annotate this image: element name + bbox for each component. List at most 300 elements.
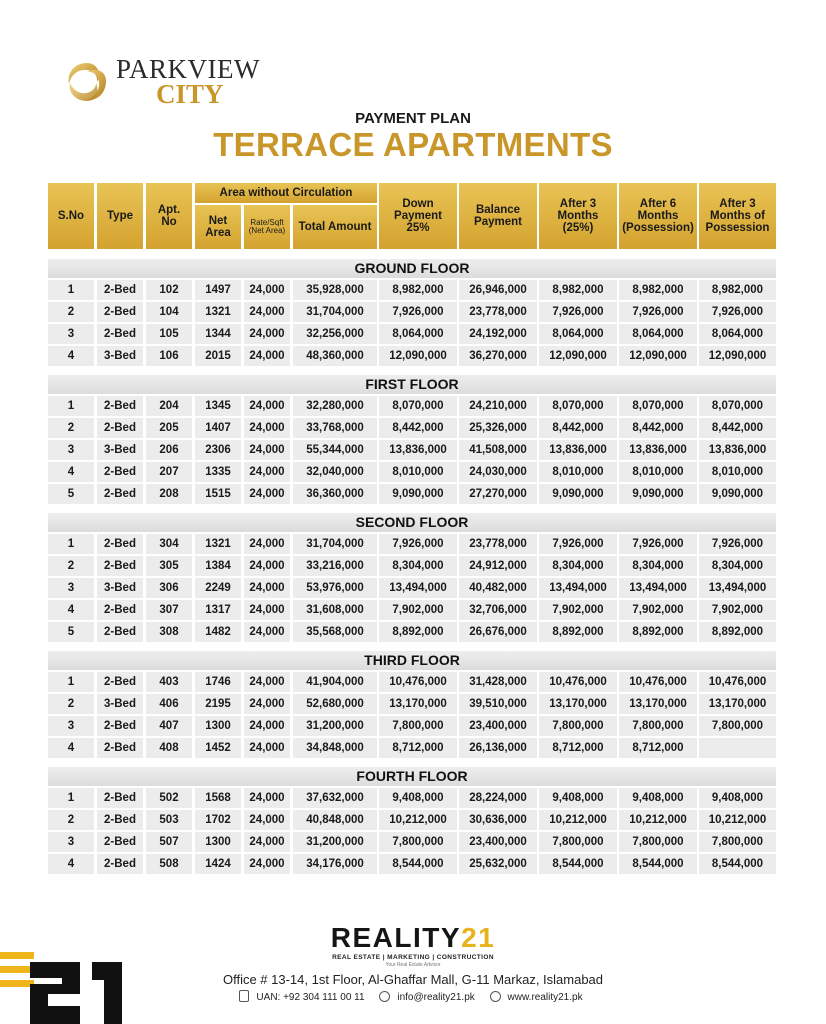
cell-type: 2-Bed [97, 534, 143, 554]
cell-total-amount: 52,680,000 [293, 694, 377, 714]
cell-after-3-months-possession: 13,836,000 [699, 440, 776, 460]
cell-net-area: 1497 [195, 280, 241, 300]
cell-total-amount: 41,904,000 [293, 672, 377, 692]
col-after3: After 3 Months (25%) [539, 183, 617, 249]
cell-balance-payment: 32,706,000 [459, 600, 537, 620]
cell-apt-no: 106 [146, 346, 192, 366]
cell-rate: 24,000 [244, 810, 290, 830]
cell-balance-payment: 31,428,000 [459, 672, 537, 692]
cell-sno: 4 [48, 600, 94, 620]
cell-rate: 24,000 [244, 280, 290, 300]
cell-after-3-months: 7,800,000 [539, 832, 617, 852]
table-row [48, 672, 776, 692]
cell-rate: 24,000 [244, 694, 290, 714]
cell-sno: 3 [48, 578, 94, 598]
cell-down-payment: 7,800,000 [379, 716, 457, 736]
cell-balance-payment: 24,210,000 [459, 396, 537, 416]
cell-after-6-months: 8,544,000 [619, 854, 697, 874]
cell-sno: 3 [48, 716, 94, 736]
cell-balance-payment: 30,636,000 [459, 810, 537, 830]
cell-balance-payment: 26,136,000 [459, 738, 537, 758]
cell-rate: 24,000 [244, 788, 290, 808]
cell-net-area: 1321 [195, 534, 241, 554]
cell-down-payment: 13,836,000 [379, 440, 457, 460]
cell-sno: 5 [48, 622, 94, 642]
cell-rate: 24,000 [244, 418, 290, 438]
cell-type: 2-Bed [97, 556, 143, 576]
cell-apt-no: 503 [146, 810, 192, 830]
payment-table [48, 183, 776, 874]
cell-apt-no: 507 [146, 832, 192, 852]
cell-after-3-months: 7,926,000 [539, 534, 617, 554]
cell-after-3-months-possession: 13,170,000 [699, 694, 776, 714]
table-row [48, 346, 776, 366]
cell-type: 2-Bed [97, 622, 143, 642]
cell-total-amount: 37,632,000 [293, 788, 377, 808]
cell-after-3-months-possession: 13,494,000 [699, 578, 776, 598]
cell-after-3-months-possession: 9,408,000 [699, 788, 776, 808]
cell-down-payment: 7,800,000 [379, 832, 457, 852]
cell-after-3-months: 8,070,000 [539, 396, 617, 416]
cell-after-6-months: 13,494,000 [619, 578, 697, 598]
cell-net-area: 1345 [195, 396, 241, 416]
cell-net-area: 2015 [195, 346, 241, 366]
cell-sno: 4 [48, 346, 94, 366]
floor-heading: SECOND FLOOR [48, 513, 776, 532]
cell-down-payment: 13,494,000 [379, 578, 457, 598]
table-row [48, 302, 776, 322]
cell-net-area: 1568 [195, 788, 241, 808]
cell-net-area: 2306 [195, 440, 241, 460]
cell-apt-no: 407 [146, 716, 192, 736]
cell-after-6-months: 8,982,000 [619, 280, 697, 300]
cell-after-3-months-possession: 7,926,000 [699, 302, 776, 322]
col-sno: S.No [48, 183, 94, 249]
cell-apt-no: 308 [146, 622, 192, 642]
cell-net-area: 2249 [195, 578, 241, 598]
cell-rate: 24,000 [244, 854, 290, 874]
cell-balance-payment: 40,482,000 [459, 578, 537, 598]
table-row [48, 738, 776, 758]
uan-number[interactable]: UAN: +92 304 111 00 11 [256, 992, 365, 1003]
table-row [48, 832, 776, 852]
cell-down-payment: 8,064,000 [379, 324, 457, 344]
table-row [48, 324, 776, 344]
cell-apt-no: 408 [146, 738, 192, 758]
cell-after-6-months: 10,212,000 [619, 810, 697, 830]
cell-sno: 1 [48, 534, 94, 554]
cell-balance-payment: 36,270,000 [459, 346, 537, 366]
cell-after-6-months: 13,836,000 [619, 440, 697, 460]
cell-total-amount: 31,704,000 [293, 534, 377, 554]
cell-down-payment: 7,926,000 [379, 302, 457, 322]
brand-subtitle: REAL ESTATE | MARKETING | CONSTRUCTION [332, 954, 494, 961]
cell-after-3-months-possession: 12,090,000 [699, 346, 776, 366]
cell-total-amount: 35,928,000 [293, 280, 377, 300]
cell-after-3-months: 8,982,000 [539, 280, 617, 300]
cell-after-6-months: 8,070,000 [619, 396, 697, 416]
cell-type: 2-Bed [97, 788, 143, 808]
col-balance: Balance Payment [459, 183, 537, 249]
cell-net-area: 1321 [195, 302, 241, 322]
table-row [48, 556, 776, 576]
cell-balance-payment: 23,400,000 [459, 716, 537, 736]
col-after6: After 6 Months (Possession) [619, 183, 697, 249]
cell-after-3-months: 8,712,000 [539, 738, 617, 758]
cell-net-area: 1424 [195, 854, 241, 874]
cell-type: 2-Bed [97, 832, 143, 852]
logo-line2: CITY [156, 79, 224, 109]
cell-after-6-months: 7,800,000 [619, 832, 697, 852]
cell-after-3-months-possession: 7,926,000 [699, 534, 776, 554]
cell-after-3-months: 10,476,000 [539, 672, 617, 692]
cell-after-3-months: 8,442,000 [539, 418, 617, 438]
cell-net-area: 1452 [195, 738, 241, 758]
cell-apt-no: 104 [146, 302, 192, 322]
cell-balance-payment: 23,778,000 [459, 534, 537, 554]
cell-total-amount: 53,976,000 [293, 578, 377, 598]
cell-after-6-months: 7,902,000 [619, 600, 697, 620]
cell-after-6-months: 8,304,000 [619, 556, 697, 576]
cell-net-area: 1335 [195, 462, 241, 482]
cell-net-area: 1407 [195, 418, 241, 438]
cell-after-3-months: 7,800,000 [539, 716, 617, 736]
website-link[interactable]: www.reality21.pk [507, 992, 583, 1003]
brand-tagline: Your Real Estate Advisor [385, 962, 441, 968]
cell-apt-no: 304 [146, 534, 192, 554]
cell-apt-no: 508 [146, 854, 192, 874]
cell-type: 3-Bed [97, 346, 143, 366]
cell-rate: 24,000 [244, 440, 290, 460]
table-row [48, 694, 776, 714]
swirl-logo-icon [64, 59, 110, 105]
table-row [48, 280, 776, 300]
cell-net-area: 1384 [195, 556, 241, 576]
cell-sno: 4 [48, 738, 94, 758]
cell-after-3-months-possession: 10,212,000 [699, 810, 776, 830]
globe-icon [490, 991, 501, 1002]
cell-type: 2-Bed [97, 672, 143, 692]
cell-after-6-months: 10,476,000 [619, 672, 697, 692]
cell-sno: 3 [48, 832, 94, 852]
table-row [48, 484, 776, 504]
table-row [48, 788, 776, 808]
cell-type: 2-Bed [97, 462, 143, 482]
cell-apt-no: 207 [146, 462, 192, 482]
table-row [48, 440, 776, 460]
cell-after-6-months: 8,064,000 [619, 324, 697, 344]
cell-net-area: 1300 [195, 716, 241, 736]
cell-total-amount: 31,200,000 [293, 832, 377, 852]
cell-type: 2-Bed [97, 600, 143, 620]
cell-after-3-months: 8,544,000 [539, 854, 617, 874]
cell-balance-payment: 24,030,000 [459, 462, 537, 482]
cell-rate: 24,000 [244, 600, 290, 620]
cell-balance-payment: 23,400,000 [459, 832, 537, 852]
table-row [48, 578, 776, 598]
cell-down-payment: 8,010,000 [379, 462, 457, 482]
cell-down-payment: 13,170,000 [379, 694, 457, 714]
cell-type: 2-Bed [97, 280, 143, 300]
cell-apt-no: 205 [146, 418, 192, 438]
cell-balance-payment: 25,326,000 [459, 418, 537, 438]
cell-after-6-months: 7,926,000 [619, 302, 697, 322]
floor-heading: FIRST FLOOR [48, 375, 776, 394]
cell-apt-no: 208 [146, 484, 192, 504]
phone-icon [239, 990, 249, 1002]
cell-type: 3-Bed [97, 694, 143, 714]
table-header [48, 183, 776, 249]
cell-balance-payment: 27,270,000 [459, 484, 537, 504]
cell-after-3-months: 12,090,000 [539, 346, 617, 366]
col-after3pos: After 3 Months of Possession [699, 183, 776, 249]
cell-net-area: 1746 [195, 672, 241, 692]
cell-balance-payment: 41,508,000 [459, 440, 537, 460]
cell-after-6-months: 8,442,000 [619, 418, 697, 438]
at-icon [379, 991, 390, 1002]
table-row [48, 716, 776, 736]
cell-after-6-months: 9,408,000 [619, 788, 697, 808]
cell-after-3-months: 13,170,000 [539, 694, 617, 714]
cell-after-6-months: 7,926,000 [619, 534, 697, 554]
cell-after-3-months-possession [699, 738, 776, 758]
cell-down-payment: 7,926,000 [379, 534, 457, 554]
contact-line [0, 990, 826, 1003]
table-body [48, 259, 776, 874]
cell-rate: 24,000 [244, 832, 290, 852]
cell-type: 2-Bed [97, 396, 143, 416]
col-net-area: Net Area [195, 205, 241, 249]
cell-sno: 2 [48, 302, 94, 322]
cell-sno: 3 [48, 324, 94, 344]
cell-down-payment: 12,090,000 [379, 346, 457, 366]
cell-apt-no: 102 [146, 280, 192, 300]
cell-type: 2-Bed [97, 810, 143, 830]
cell-balance-payment: 39,510,000 [459, 694, 537, 714]
cell-after-6-months: 8,010,000 [619, 462, 697, 482]
cell-type: 2-Bed [97, 324, 143, 344]
cell-after-3-months-possession: 8,304,000 [699, 556, 776, 576]
cell-after-3-months: 9,408,000 [539, 788, 617, 808]
floor-heading: GROUND FLOOR [48, 259, 776, 278]
col-apt: Apt. No [146, 183, 192, 249]
cell-after-3-months: 10,212,000 [539, 810, 617, 830]
cell-total-amount: 48,360,000 [293, 346, 377, 366]
cell-type: 2-Bed [97, 716, 143, 736]
cell-apt-no: 206 [146, 440, 192, 460]
cell-down-payment: 9,408,000 [379, 788, 457, 808]
brand-name [0, 924, 826, 952]
cell-down-payment: 10,476,000 [379, 672, 457, 692]
cell-net-area: 1702 [195, 810, 241, 830]
cell-after-3-months: 7,926,000 [539, 302, 617, 322]
email-link[interactable]: info@reality21.pk [397, 992, 475, 1003]
cell-rate: 24,000 [244, 578, 290, 598]
cell-apt-no: 305 [146, 556, 192, 576]
cell-total-amount: 36,360,000 [293, 484, 377, 504]
cell-after-3-months-possession: 8,064,000 [699, 324, 776, 344]
cell-balance-payment: 26,676,000 [459, 622, 537, 642]
cell-total-amount: 33,768,000 [293, 418, 377, 438]
cell-after-3-months-possession: 10,476,000 [699, 672, 776, 692]
cell-type: 2-Bed [97, 484, 143, 504]
cell-apt-no: 306 [146, 578, 192, 598]
cell-down-payment: 10,212,000 [379, 810, 457, 830]
cell-sno: 4 [48, 462, 94, 482]
cell-down-payment: 7,902,000 [379, 600, 457, 620]
cell-after-3-months-possession: 8,442,000 [699, 418, 776, 438]
cell-down-payment: 8,304,000 [379, 556, 457, 576]
cell-apt-no: 502 [146, 788, 192, 808]
cell-after-3-months-possession: 8,070,000 [699, 396, 776, 416]
floor-heading: FOURTH FLOOR [48, 767, 776, 786]
col-group-area: Area without Circulation [195, 183, 377, 203]
cell-sno: 1 [48, 672, 94, 692]
col-down: Down Payment 25% [379, 183, 457, 249]
cell-total-amount: 40,848,000 [293, 810, 377, 830]
cell-rate: 24,000 [244, 324, 290, 344]
cell-rate: 24,000 [244, 484, 290, 504]
floor-heading: THIRD FLOOR [48, 651, 776, 670]
cell-rate: 24,000 [244, 738, 290, 758]
cell-apt-no: 406 [146, 694, 192, 714]
cell-type: 2-Bed [97, 418, 143, 438]
cell-total-amount: 34,848,000 [293, 738, 377, 758]
cell-balance-payment: 24,912,000 [459, 556, 537, 576]
cell-type: 3-Bed [97, 440, 143, 460]
col-rate: Rate/Sqft (Net Area) [244, 205, 290, 249]
cell-net-area: 1515 [195, 484, 241, 504]
cell-rate: 24,000 [244, 346, 290, 366]
cell-down-payment: 8,712,000 [379, 738, 457, 758]
col-type: Type [97, 183, 143, 249]
table-row [48, 622, 776, 642]
logo-line1: PARKVIEW [116, 54, 261, 84]
cell-after-3-months-possession: 7,800,000 [699, 716, 776, 736]
cell-sno: 4 [48, 854, 94, 874]
cell-sno: 3 [48, 440, 94, 460]
table-row [48, 854, 776, 874]
cell-after-3-months: 8,304,000 [539, 556, 617, 576]
page-title: TERRACE APARTMENTS [213, 126, 613, 163]
cell-sno: 1 [48, 788, 94, 808]
table-row [48, 810, 776, 830]
cell-rate: 24,000 [244, 462, 290, 482]
cell-total-amount: 31,704,000 [293, 302, 377, 322]
cell-after-6-months: 8,892,000 [619, 622, 697, 642]
cell-after-6-months: 7,800,000 [619, 716, 697, 736]
cell-total-amount: 32,040,000 [293, 462, 377, 482]
cell-sno: 1 [48, 396, 94, 416]
cell-balance-payment: 24,192,000 [459, 324, 537, 344]
reality21-brand [0, 924, 826, 968]
cell-after-6-months: 8,712,000 [619, 738, 697, 758]
brand-name-word: REALITY [330, 922, 462, 953]
cell-rate: 24,000 [244, 396, 290, 416]
cell-down-payment: 8,070,000 [379, 396, 457, 416]
cell-apt-no: 307 [146, 600, 192, 620]
cell-net-area: 1317 [195, 600, 241, 620]
cell-down-payment: 8,442,000 [379, 418, 457, 438]
cell-after-3-months-possession: 8,544,000 [699, 854, 776, 874]
cell-net-area: 1300 [195, 832, 241, 852]
cell-total-amount: 35,568,000 [293, 622, 377, 642]
cell-rate: 24,000 [244, 302, 290, 322]
table-row [48, 462, 776, 482]
cell-after-3-months: 8,010,000 [539, 462, 617, 482]
cell-apt-no: 403 [146, 672, 192, 692]
cell-balance-payment: 26,946,000 [459, 280, 537, 300]
cell-rate: 24,000 [244, 622, 290, 642]
parkview-logo [64, 56, 260, 108]
cell-after-3-months-possession: 9,090,000 [699, 484, 776, 504]
cell-apt-no: 105 [146, 324, 192, 344]
cell-rate: 24,000 [244, 716, 290, 736]
cell-net-area: 1344 [195, 324, 241, 344]
cell-after-6-months: 13,170,000 [619, 694, 697, 714]
cell-after-3-months: 8,892,000 [539, 622, 617, 642]
cell-type: 2-Bed [97, 738, 143, 758]
cell-rate: 24,000 [244, 556, 290, 576]
cell-after-3-months-possession: 7,902,000 [699, 600, 776, 620]
cell-after-3-months-possession: 8,892,000 [699, 622, 776, 642]
cell-type: 2-Bed [97, 854, 143, 874]
cell-total-amount: 34,176,000 [293, 854, 377, 874]
cell-after-3-months: 9,090,000 [539, 484, 617, 504]
cell-rate: 24,000 [244, 534, 290, 554]
cell-net-area: 1482 [195, 622, 241, 642]
cell-balance-payment: 28,224,000 [459, 788, 537, 808]
brand-name-number: 21 [461, 922, 496, 953]
table-row [48, 418, 776, 438]
cell-sno: 2 [48, 418, 94, 438]
cell-after-3-months-possession: 8,982,000 [699, 280, 776, 300]
table-row [48, 534, 776, 554]
cell-after-6-months: 12,090,000 [619, 346, 697, 366]
cell-total-amount: 55,344,000 [293, 440, 377, 460]
cell-total-amount: 31,200,000 [293, 716, 377, 736]
cell-total-amount: 32,280,000 [293, 396, 377, 416]
table-row [48, 600, 776, 620]
cell-rate: 24,000 [244, 672, 290, 692]
table-row [48, 396, 776, 416]
cell-sno: 1 [48, 280, 94, 300]
cell-after-3-months-possession: 7,800,000 [699, 832, 776, 852]
cell-after-3-months-possession: 8,010,000 [699, 462, 776, 482]
cell-net-area: 2195 [195, 694, 241, 714]
cell-type: 3-Bed [97, 578, 143, 598]
cell-after-3-months: 13,494,000 [539, 578, 617, 598]
cell-after-6-months: 9,090,000 [619, 484, 697, 504]
cell-type: 2-Bed [97, 302, 143, 322]
cell-total-amount: 33,216,000 [293, 556, 377, 576]
cell-total-amount: 32,256,000 [293, 324, 377, 344]
cell-sno: 2 [48, 556, 94, 576]
col-total: Total Amount [293, 205, 377, 249]
cell-after-3-months: 8,064,000 [539, 324, 617, 344]
office-address: Office # 13-14, 1st Floor, Al-Ghaffar Mall, G-11 Markaz, Islamabad [222, 972, 604, 987]
cell-down-payment: 8,982,000 [379, 280, 457, 300]
cell-balance-payment: 25,632,000 [459, 854, 537, 874]
cell-down-payment: 8,892,000 [379, 622, 457, 642]
cell-total-amount: 31,608,000 [293, 600, 377, 620]
cell-sno: 5 [48, 484, 94, 504]
cell-apt-no: 204 [146, 396, 192, 416]
cell-down-payment: 9,090,000 [379, 484, 457, 504]
cell-after-3-months: 7,902,000 [539, 600, 617, 620]
page-pretitle: PAYMENT PLAN [355, 110, 471, 127]
cell-sno: 2 [48, 694, 94, 714]
